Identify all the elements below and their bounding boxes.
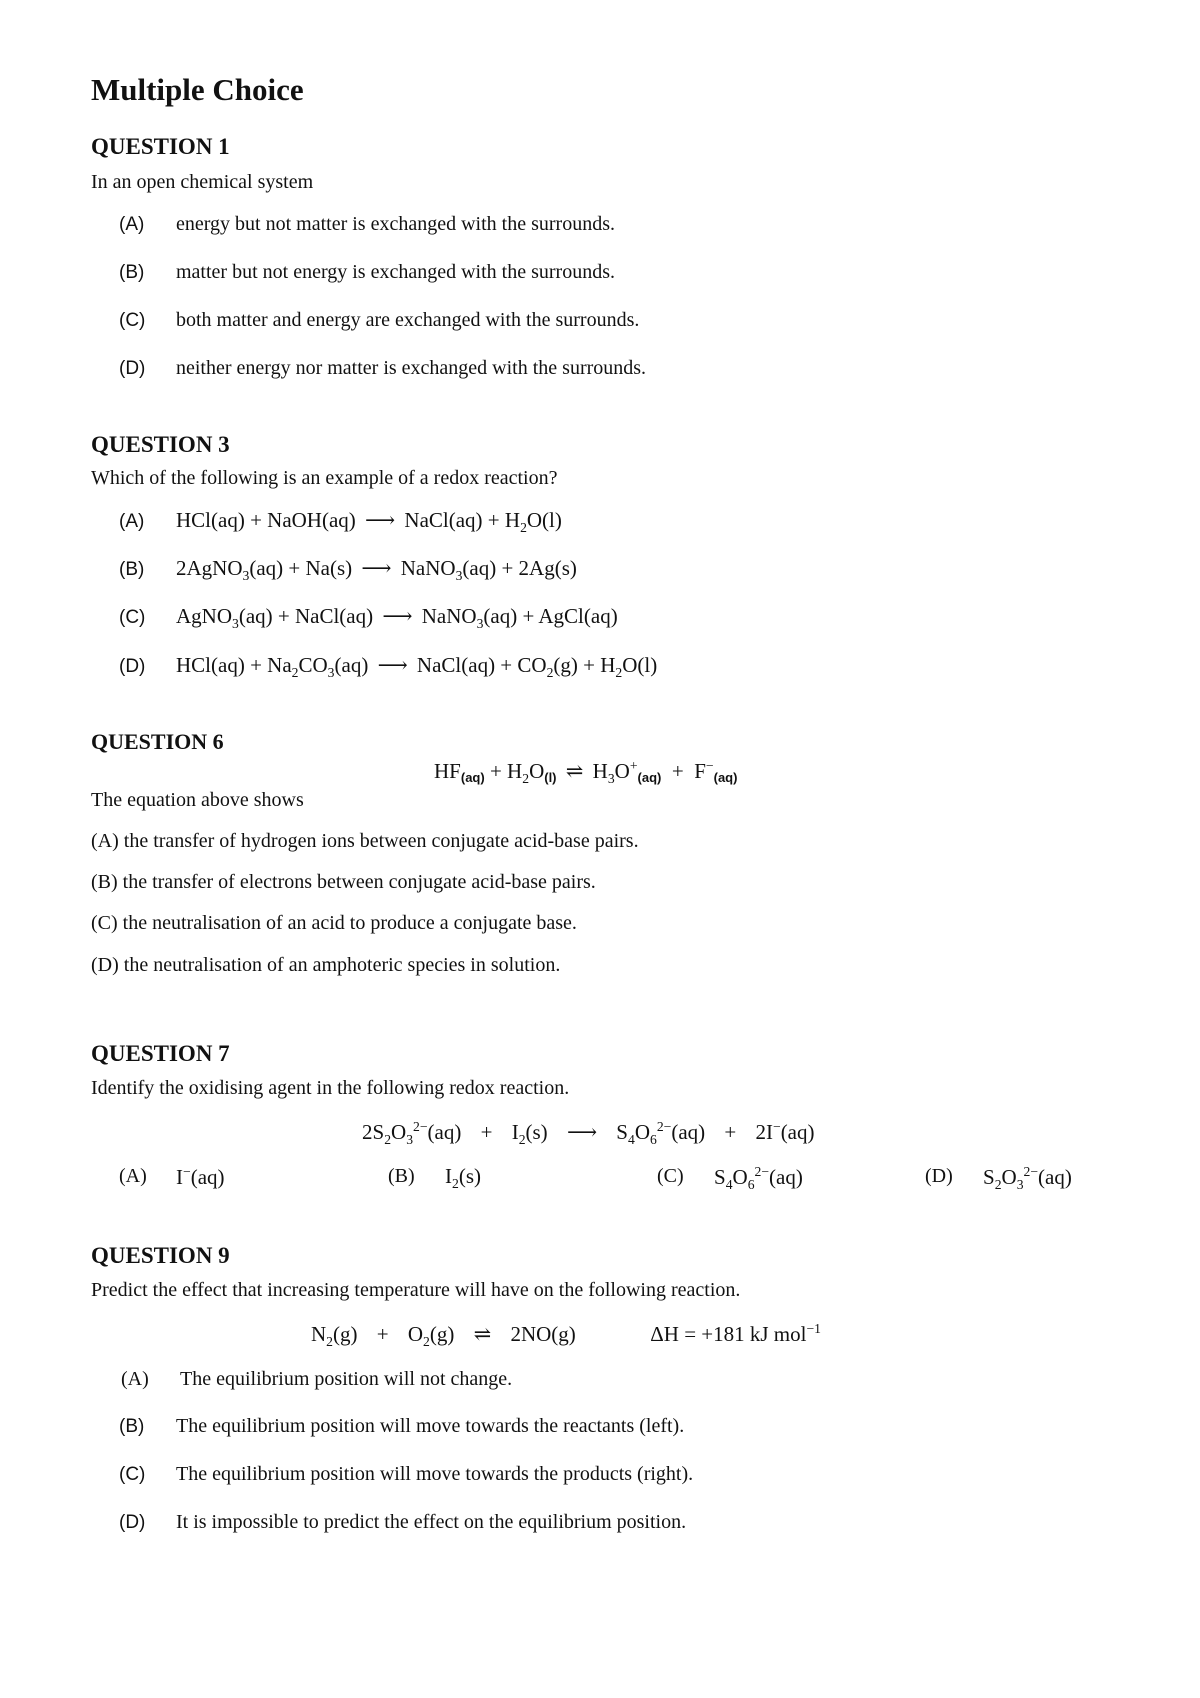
question-1-heading: QUESTION 1 xyxy=(91,134,230,159)
q3-option-d-label: (D) xyxy=(119,656,146,677)
question-9-stem: Predict the effect that increasing temperature will have on the following reaction. xyxy=(91,1279,741,1301)
page-title: Multiple Choice xyxy=(91,72,304,107)
q1-option-a-label: (A) xyxy=(119,214,145,235)
q7-option-c-label: (C) xyxy=(657,1165,684,1187)
q7-option-b-value: $I_2(s)$ xyxy=(445,1164,481,1192)
q3-option-a-equation: HCl(aq) + NaOH(aq) ⟶ NaCl(aq) + $H_2O(l)$ xyxy=(176,508,562,536)
question-9-heading: QUESTION 9 xyxy=(91,1243,230,1268)
question-1-stem: In an open chemical system xyxy=(91,171,314,193)
q6-equation: $HF(aq) + H_2O(l)$ ⇌ $H_3O^+(aq) + F^-(aq)$ xyxy=(434,758,738,787)
q7-option-a-label: (A) xyxy=(119,1165,147,1187)
question-3-stem: Which of the following is an example of a redox reaction? xyxy=(91,467,558,489)
question-6-stem: The equation above shows xyxy=(91,789,304,811)
q7-option-b-label: (B) xyxy=(388,1165,415,1187)
q9-option-c-text: The equilibrium position will move towards the products (right). xyxy=(176,1463,694,1485)
q3-option-b-label: (B) xyxy=(119,559,145,580)
q9-option-b-text: The equilibrium position will move towards the reactants (left). xyxy=(176,1415,685,1437)
q3-option-c-equation: AgNO$_3$(aq) + NaCl(aq) ⟶ NaNO$_3$(aq) + AgCl(aq) xyxy=(176,604,618,632)
question-3-heading: QUESTION 3 xyxy=(91,432,230,457)
q3-option-d-equation: $HCl(aq) + Na_2CO_3(aq)$ ⟶ NaCl(aq) + $CO_2(g) + H_2O(l)$ xyxy=(176,653,658,681)
q9-option-d-text: It is impossible to predict the effect on the equilibrium position. xyxy=(176,1511,687,1533)
q1-option-c-label: (C) xyxy=(119,310,146,331)
q1-option-b-text: matter but not energy is exchanged with the surrounds. xyxy=(176,261,615,283)
q7-option-d-value: $S_2O_3^{2-}(aq)$ xyxy=(983,1164,1072,1193)
q6-option-a: (A) the transfer of hydrogen ions between conjugate acid-base pairs. xyxy=(91,830,639,852)
question-7-stem: Identify the oxidising agent in the following redox reaction. xyxy=(91,1077,570,1099)
q1-option-b-label: (B) xyxy=(119,262,145,283)
question-6-heading: QUESTION 6 xyxy=(91,729,224,754)
q9-option-a-label: (A) xyxy=(121,1368,149,1390)
q3-option-b-equation: 2AgNO$_3$(aq) + Na(s) ⟶ NaNO$_3$(aq) + 2Ag(s) xyxy=(176,556,577,584)
q9-option-d-label: (D) xyxy=(119,1512,146,1533)
question-7-heading: QUESTION 7 xyxy=(91,1041,230,1066)
q9-equation: $N_2(g) + O_2(g)$ ⇌ 2NO(g) ΔH = +181 kJ mol$^{-1}$ xyxy=(311,1321,821,1350)
q9-option-c-label: (C) xyxy=(119,1464,146,1485)
q9-option-b-label: (B) xyxy=(119,1416,145,1437)
q6-option-d: (D) the neutralisation of an amphoteric species in solution. xyxy=(91,954,561,976)
q3-option-a-label: (A) xyxy=(119,511,145,532)
q6-option-b: (B) the transfer of electrons between conjugate acid-base pairs. xyxy=(91,871,596,893)
q7-option-d-label: (D) xyxy=(925,1165,953,1187)
q7-option-a-value: I−(aq) xyxy=(176,1164,225,1189)
q1-option-c-text: both matter and energy are exchanged with the surrounds. xyxy=(176,309,640,331)
q1-option-d-text: neither energy nor matter is exchanged with the surrounds. xyxy=(176,357,647,379)
q1-option-d-label: (D) xyxy=(119,358,146,379)
q3-option-c-label: (C) xyxy=(119,607,146,628)
q1-option-a-text: energy but not matter is exchanged with the surrounds. xyxy=(176,213,615,235)
q7-option-c-value: $S_4O_6^{2-}(aq)$ xyxy=(714,1164,803,1193)
q6-option-c: (C) the neutralisation of an acid to produce a conjugate base. xyxy=(91,912,577,934)
q7-equation: $2S_2O_3^{2-}(aq) + I_2(s)$ ⟶ $S_4O_6^{2-}(aq) + 2I^-(aq)$ xyxy=(362,1119,815,1148)
q9-option-a-text: The equilibrium position will not change. xyxy=(180,1368,513,1390)
